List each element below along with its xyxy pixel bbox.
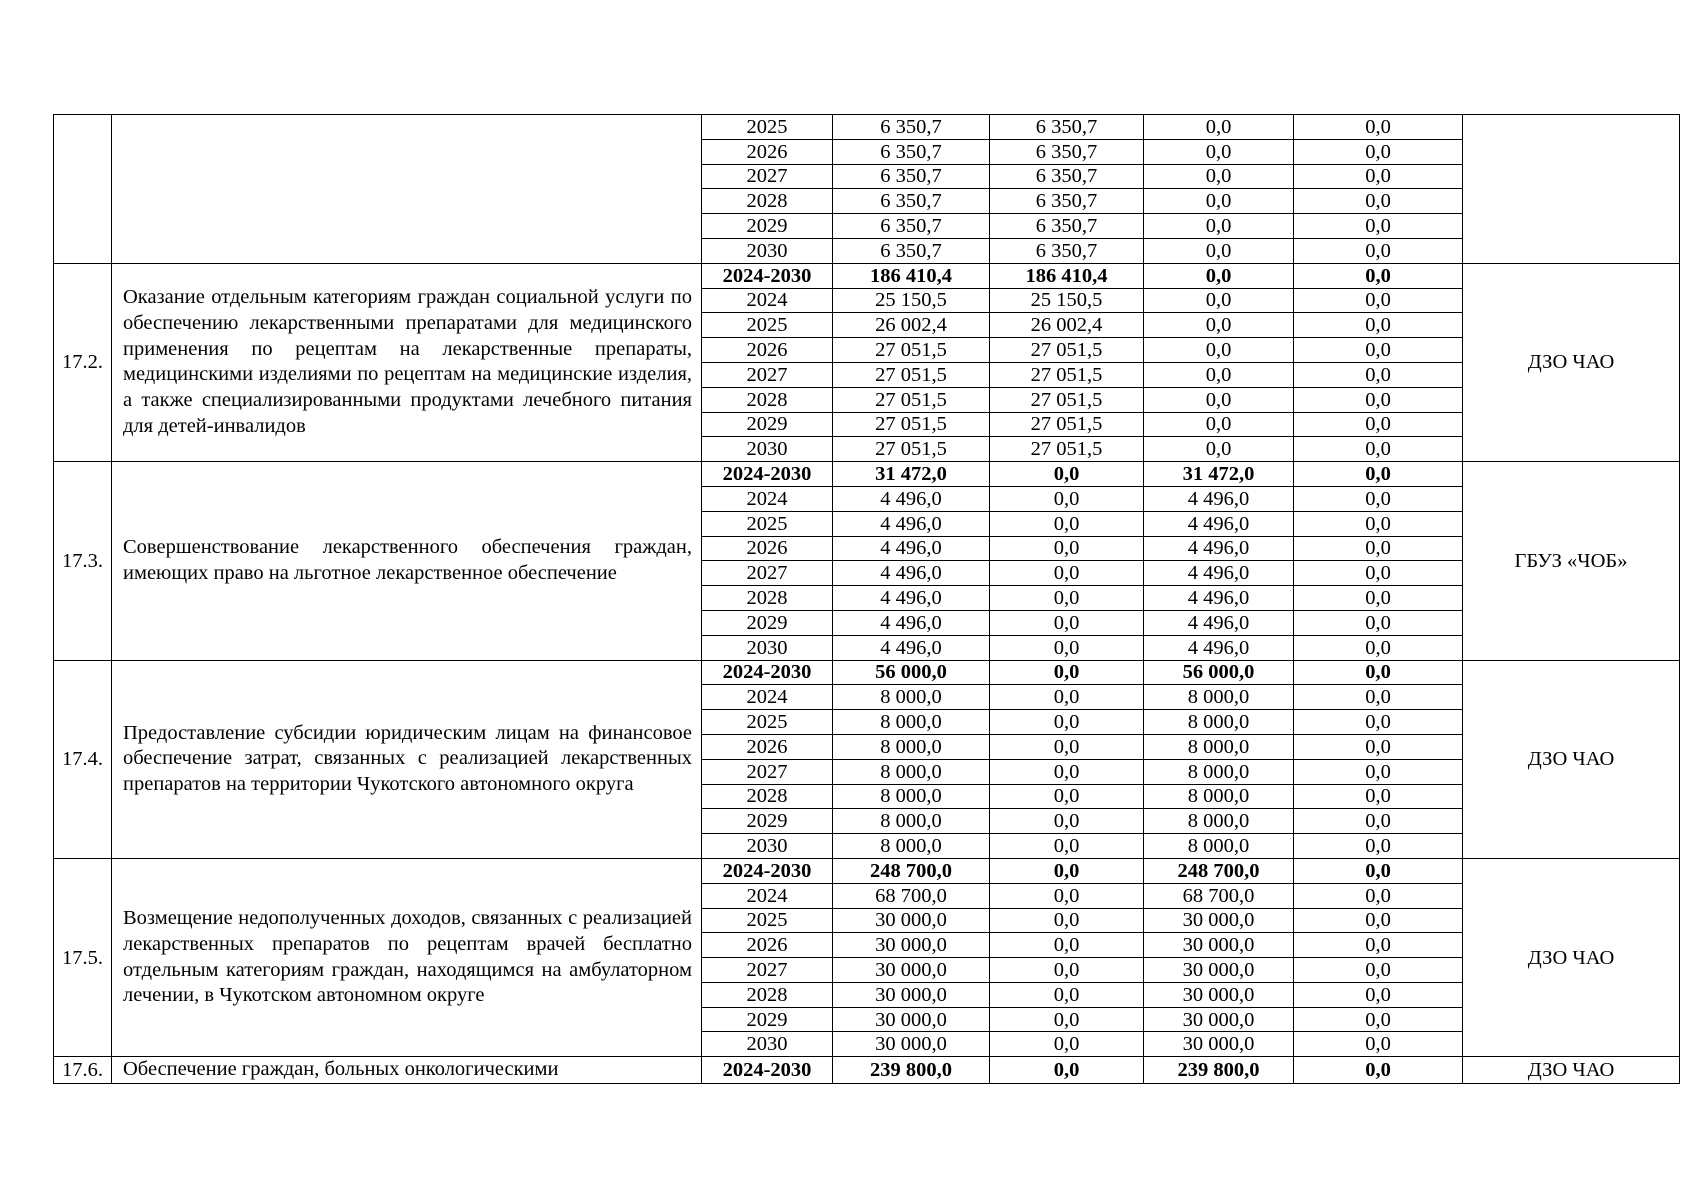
budget-d-amount-cell: 0,0 (1294, 759, 1463, 784)
total-amount-cell: 6 350,7 (833, 164, 990, 189)
budget-d-amount-cell: 0,0 (1294, 982, 1463, 1007)
budget-b-amount-cell: 0,0 (990, 982, 1144, 1007)
budget-b-amount-cell: 0,0 (990, 561, 1144, 586)
budget-d-amount-cell: 0,0 (1294, 1032, 1463, 1057)
budget-c-amount-cell: 0,0 (1144, 164, 1294, 189)
total-amount-cell: 8 000,0 (833, 834, 990, 859)
budget-b-amount-cell: 0,0 (990, 511, 1144, 536)
budget-b-amount-cell: 0,0 (990, 462, 1144, 487)
budget-d-amount-cell: 0,0 (1294, 139, 1463, 164)
budget-c-amount-cell: 8 000,0 (1144, 784, 1294, 809)
total-amount-cell: 31 472,0 (833, 462, 990, 487)
budget-b-amount-cell: 0,0 (990, 858, 1144, 883)
budget-c-amount-cell: 8 000,0 (1144, 759, 1294, 784)
responsible-executor: ДЗО ЧАО (1463, 1057, 1680, 1084)
period-cell: 2025 (702, 511, 833, 536)
item-number: 17.3. (54, 462, 112, 660)
period-cell: 2030 (702, 834, 833, 859)
budget-c-amount-cell: 30 000,0 (1144, 958, 1294, 983)
budget-c-amount-cell: 239 800,0 (1144, 1057, 1294, 1084)
budget-c-amount-cell: 0,0 (1144, 238, 1294, 263)
budget-b-amount-cell: 6 350,7 (990, 139, 1144, 164)
budget-b-amount-cell: 27 051,5 (990, 412, 1144, 437)
table-row (54, 115, 1680, 140)
budget-d-amount-cell: 0,0 (1294, 115, 1463, 140)
budget-d-amount-cell: 0,0 (1294, 164, 1463, 189)
period-cell: 2028 (702, 189, 833, 214)
total-amount-cell: 30 000,0 (833, 958, 990, 983)
total-amount-cell: 30 000,0 (833, 982, 990, 1007)
budget-b-amount-cell: 0,0 (990, 486, 1144, 511)
budget-d-amount-cell: 0,0 (1294, 462, 1463, 487)
budget-c-amount-cell: 0,0 (1144, 387, 1294, 412)
total-amount-cell: 4 496,0 (833, 561, 990, 586)
period-cell: 2026 (702, 139, 833, 164)
budget-c-amount-cell: 0,0 (1144, 313, 1294, 338)
budget-d-amount-cell: 0,0 (1294, 958, 1463, 983)
period-cell: 2028 (702, 982, 833, 1007)
total-amount-cell: 25 150,5 (833, 288, 990, 313)
period-cell: 2024 (702, 486, 833, 511)
item-description: Обеспечение граждан, больных онкологическими (112, 1057, 702, 1084)
budget-c-amount-cell: 0,0 (1144, 338, 1294, 363)
budget-b-amount-cell: 6 350,7 (990, 115, 1144, 140)
table-row (54, 263, 1680, 288)
period-cell: 2027 (702, 164, 833, 189)
total-amount-cell: 27 051,5 (833, 362, 990, 387)
total-amount-cell: 30 000,0 (833, 908, 990, 933)
budget-c-amount-cell: 0,0 (1144, 189, 1294, 214)
period-cell: 2030 (702, 1032, 833, 1057)
responsible-executor: ДЗО ЧАО (1463, 263, 1680, 461)
budget-b-amount-cell: 27 051,5 (990, 338, 1144, 363)
total-amount-cell: 30 000,0 (833, 1032, 990, 1057)
total-amount-cell: 6 350,7 (833, 139, 990, 164)
budget-d-amount-cell: 0,0 (1294, 809, 1463, 834)
budget-d-amount-cell: 0,0 (1294, 635, 1463, 660)
budget-c-amount-cell: 248 700,0 (1144, 858, 1294, 883)
budget-d-amount-cell: 0,0 (1294, 734, 1463, 759)
budget-c-amount-cell: 30 000,0 (1144, 982, 1294, 1007)
period-cell: 2024-2030 (702, 858, 833, 883)
period-cell: 2029 (702, 214, 833, 239)
budget-b-amount-cell: 0,0 (990, 710, 1144, 735)
budget-b-amount-cell: 0,0 (990, 933, 1144, 958)
budget-c-amount-cell: 30 000,0 (1144, 1032, 1294, 1057)
budget-d-amount-cell: 0,0 (1294, 338, 1463, 363)
period-cell: 2028 (702, 586, 833, 611)
period-cell: 2025 (702, 313, 833, 338)
budget-c-amount-cell: 8 000,0 (1144, 809, 1294, 834)
period-cell: 2025 (702, 115, 833, 140)
budget-c-amount-cell: 4 496,0 (1144, 610, 1294, 635)
budget-d-amount-cell: 0,0 (1294, 660, 1463, 685)
item-description: Возмещение недополученных доходов, связанных с реализацией лекарственных препаратов по рецептам врачей бесплатно отдельным категориям граждан, находящимся на амбулаторном лечении, в Чукотском автономном округе (112, 858, 702, 1056)
budget-c-amount-cell: 4 496,0 (1144, 486, 1294, 511)
table-row (54, 462, 1680, 487)
budget-b-amount-cell: 27 051,5 (990, 437, 1144, 462)
budget-d-amount-cell: 0,0 (1294, 858, 1463, 883)
total-amount-cell: 186 410,4 (833, 263, 990, 288)
budget-b-amount-cell: 0,0 (990, 883, 1144, 908)
period-cell: 2029 (702, 1007, 833, 1032)
total-amount-cell: 56 000,0 (833, 660, 990, 685)
budget-d-amount-cell: 0,0 (1294, 214, 1463, 239)
budget-b-amount-cell: 27 051,5 (990, 387, 1144, 412)
budget-b-amount-cell: 0,0 (990, 734, 1144, 759)
budget-d-amount-cell: 0,0 (1294, 685, 1463, 710)
budget-d-amount-cell: 0,0 (1294, 784, 1463, 809)
budget-d-amount-cell: 0,0 (1294, 486, 1463, 511)
budget-d-amount-cell: 0,0 (1294, 1007, 1463, 1032)
budget-d-amount-cell: 0,0 (1294, 189, 1463, 214)
total-amount-cell: 4 496,0 (833, 610, 990, 635)
budget-b-amount-cell: 0,0 (990, 1032, 1144, 1057)
budget-c-amount-cell: 0,0 (1144, 362, 1294, 387)
total-amount-cell: 248 700,0 (833, 858, 990, 883)
total-amount-cell: 8 000,0 (833, 734, 990, 759)
period-cell: 2030 (702, 437, 833, 462)
total-amount-cell: 239 800,0 (833, 1057, 990, 1084)
period-cell: 2024-2030 (702, 660, 833, 685)
budget-d-amount-cell: 0,0 (1294, 586, 1463, 611)
period-cell: 2028 (702, 387, 833, 412)
table-body (54, 115, 1680, 1084)
budget-d-amount-cell: 0,0 (1294, 536, 1463, 561)
responsible-executor: ГБУЗ «ЧОБ» (1463, 462, 1680, 660)
budget-c-amount-cell: 0,0 (1144, 214, 1294, 239)
budget-b-amount-cell: 0,0 (990, 1007, 1144, 1032)
budget-c-amount-cell: 31 472,0 (1144, 462, 1294, 487)
total-amount-cell: 8 000,0 (833, 710, 990, 735)
budget-c-amount-cell: 0,0 (1144, 139, 1294, 164)
budget-c-amount-cell: 4 496,0 (1144, 635, 1294, 660)
budget-b-amount-cell: 6 350,7 (990, 189, 1144, 214)
budget-d-amount-cell: 0,0 (1294, 412, 1463, 437)
period-cell: 2027 (702, 958, 833, 983)
responsible-executor: ДЗО ЧАО (1463, 858, 1680, 1056)
budget-d-amount-cell: 0,0 (1294, 387, 1463, 412)
budget-c-amount-cell: 0,0 (1144, 115, 1294, 140)
total-amount-cell: 4 496,0 (833, 511, 990, 536)
budget-b-amount-cell: 0,0 (990, 908, 1144, 933)
period-cell: 2027 (702, 362, 833, 387)
responsible-executor (1463, 115, 1680, 264)
table-row (54, 660, 1680, 685)
budget-b-amount-cell: 0,0 (990, 586, 1144, 611)
budget-c-amount-cell: 30 000,0 (1144, 1007, 1294, 1032)
budget-c-amount-cell: 0,0 (1144, 412, 1294, 437)
total-amount-cell: 6 350,7 (833, 238, 990, 263)
budget-b-amount-cell: 0,0 (990, 660, 1144, 685)
period-cell: 2026 (702, 734, 833, 759)
budget-b-amount-cell: 0,0 (990, 1057, 1144, 1084)
period-cell: 2026 (702, 338, 833, 363)
total-amount-cell: 4 496,0 (833, 536, 990, 561)
total-amount-cell: 30 000,0 (833, 933, 990, 958)
total-amount-cell: 8 000,0 (833, 759, 990, 784)
period-cell: 2027 (702, 759, 833, 784)
budget-d-amount-cell: 0,0 (1294, 362, 1463, 387)
item-number (54, 115, 112, 264)
item-description: Оказание отдельным категориям граждан социальной услуги по обеспечению лекарственными препаратами для медицинского применения по рецептам на лекарственные препараты, медицинскими изделиями по рецептам на медицинские изделия, а также специализированными продуктами лечебного питания для детей-инвалидов (112, 263, 702, 461)
total-amount-cell: 6 350,7 (833, 115, 990, 140)
item-description: Предоставление субсидии юридическим лицам на финансовое обеспечение затрат, связанных с реализацией лекарственных препаратов на территории Чукотского автономного округа (112, 660, 702, 858)
table-row (54, 1057, 1680, 1084)
period-cell: 2024 (702, 883, 833, 908)
budget-b-amount-cell: 0,0 (990, 759, 1144, 784)
total-amount-cell: 27 051,5 (833, 338, 990, 363)
budget-c-amount-cell: 8 000,0 (1144, 685, 1294, 710)
budget-b-amount-cell: 6 350,7 (990, 164, 1144, 189)
budget-d-amount-cell: 0,0 (1294, 610, 1463, 635)
budget-d-amount-cell: 0,0 (1294, 710, 1463, 735)
item-number: 17.2. (54, 263, 112, 461)
period-cell: 2025 (702, 908, 833, 933)
responsible-executor: ДЗО ЧАО (1463, 660, 1680, 858)
budget-c-amount-cell: 4 496,0 (1144, 561, 1294, 586)
budget-b-amount-cell: 6 350,7 (990, 214, 1144, 239)
budget-c-amount-cell: 8 000,0 (1144, 710, 1294, 735)
total-amount-cell: 4 496,0 (833, 635, 990, 660)
budget-d-amount-cell: 0,0 (1294, 288, 1463, 313)
budget-b-amount-cell: 6 350,7 (990, 238, 1144, 263)
budget-c-amount-cell: 4 496,0 (1144, 511, 1294, 536)
period-cell: 2026 (702, 536, 833, 561)
period-cell: 2024-2030 (702, 263, 833, 288)
budget-c-amount-cell: 4 496,0 (1144, 586, 1294, 611)
period-cell: 2030 (702, 238, 833, 263)
total-amount-cell: 68 700,0 (833, 883, 990, 908)
total-amount-cell: 30 000,0 (833, 1007, 990, 1032)
period-cell: 2024-2030 (702, 462, 833, 487)
total-amount-cell: 26 002,4 (833, 313, 990, 338)
period-cell: 2029 (702, 610, 833, 635)
budget-b-amount-cell: 0,0 (990, 536, 1144, 561)
budget-b-amount-cell: 0,0 (990, 784, 1144, 809)
budget-c-amount-cell: 0,0 (1144, 437, 1294, 462)
budget-d-amount-cell: 0,0 (1294, 437, 1463, 462)
total-amount-cell: 8 000,0 (833, 685, 990, 710)
budget-d-amount-cell: 0,0 (1294, 561, 1463, 586)
budget-c-amount-cell: 56 000,0 (1144, 660, 1294, 685)
budget-b-amount-cell: 0,0 (990, 809, 1144, 834)
budget-b-amount-cell: 0,0 (990, 958, 1144, 983)
budget-b-amount-cell: 27 051,5 (990, 362, 1144, 387)
total-amount-cell: 6 350,7 (833, 214, 990, 239)
item-number: 17.4. (54, 660, 112, 858)
total-amount-cell: 6 350,7 (833, 189, 990, 214)
table-row (54, 858, 1680, 883)
budget-d-amount-cell: 0,0 (1294, 908, 1463, 933)
period-cell: 2024 (702, 288, 833, 313)
period-cell: 2029 (702, 412, 833, 437)
budget-b-amount-cell: 0,0 (990, 635, 1144, 660)
total-amount-cell: 27 051,5 (833, 387, 990, 412)
budget-d-amount-cell: 0,0 (1294, 313, 1463, 338)
program-funding-table (53, 114, 1680, 1084)
budget-d-amount-cell: 0,0 (1294, 1057, 1463, 1084)
budget-d-amount-cell: 0,0 (1294, 238, 1463, 263)
period-cell: 2028 (702, 784, 833, 809)
budget-d-amount-cell: 0,0 (1294, 933, 1463, 958)
item-number: 17.6. (54, 1057, 112, 1084)
period-cell: 2030 (702, 635, 833, 660)
budget-c-amount-cell: 8 000,0 (1144, 734, 1294, 759)
item-description: Совершенствование лекарственного обеспечения граждан, имеющих право на льготное лекарственное обеспечение (112, 462, 702, 660)
budget-d-amount-cell: 0,0 (1294, 834, 1463, 859)
budget-d-amount-cell: 0,0 (1294, 263, 1463, 288)
budget-d-amount-cell: 0,0 (1294, 883, 1463, 908)
item-number: 17.5. (54, 858, 112, 1056)
budget-c-amount-cell: 30 000,0 (1144, 933, 1294, 958)
budget-b-amount-cell: 26 002,4 (990, 313, 1144, 338)
total-amount-cell: 8 000,0 (833, 784, 990, 809)
total-amount-cell: 4 496,0 (833, 486, 990, 511)
period-cell: 2024 (702, 685, 833, 710)
period-cell: 2029 (702, 809, 833, 834)
period-cell: 2025 (702, 710, 833, 735)
budget-c-amount-cell: 8 000,0 (1144, 834, 1294, 859)
budget-b-amount-cell: 186 410,4 (990, 263, 1144, 288)
budget-c-amount-cell: 0,0 (1144, 263, 1294, 288)
period-cell: 2026 (702, 933, 833, 958)
budget-b-amount-cell: 0,0 (990, 610, 1144, 635)
total-amount-cell: 27 051,5 (833, 437, 990, 462)
budget-d-amount-cell: 0,0 (1294, 511, 1463, 536)
budget-b-amount-cell: 0,0 (990, 685, 1144, 710)
item-description (112, 115, 702, 264)
period-cell: 2024-2030 (702, 1057, 833, 1084)
total-amount-cell: 27 051,5 (833, 412, 990, 437)
budget-c-amount-cell: 68 700,0 (1144, 883, 1294, 908)
budget-c-amount-cell: 30 000,0 (1144, 908, 1294, 933)
total-amount-cell: 8 000,0 (833, 809, 990, 834)
budget-c-amount-cell: 0,0 (1144, 288, 1294, 313)
budget-c-amount-cell: 4 496,0 (1144, 536, 1294, 561)
total-amount-cell: 4 496,0 (833, 586, 990, 611)
period-cell: 2027 (702, 561, 833, 586)
budget-b-amount-cell: 0,0 (990, 834, 1144, 859)
budget-b-amount-cell: 25 150,5 (990, 288, 1144, 313)
